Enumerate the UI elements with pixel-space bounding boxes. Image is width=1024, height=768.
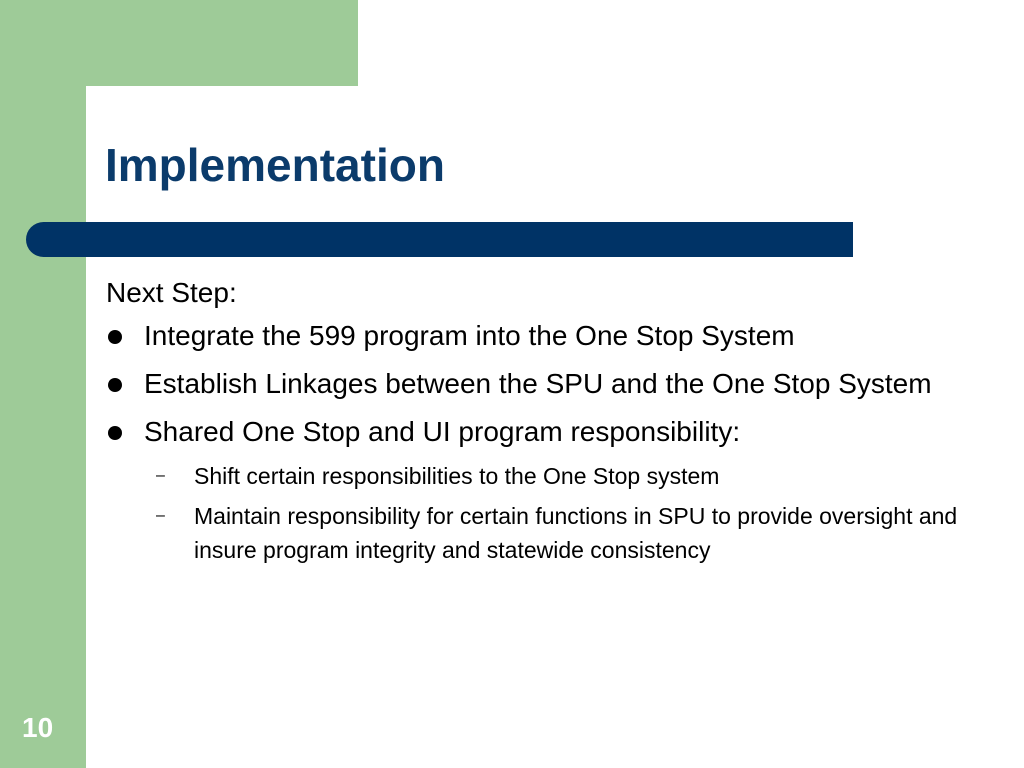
bullet-dot-icon bbox=[108, 378, 122, 392]
sub-bullet-item bbox=[106, 459, 986, 493]
bullet-text: Establish Linkages between the SPU and the One Stop System bbox=[144, 368, 932, 399]
dash-icon: – bbox=[156, 507, 165, 524]
bullet-item bbox=[106, 363, 986, 405]
bullet-dot-icon bbox=[108, 426, 122, 440]
page-number: 10 bbox=[22, 712, 54, 743]
dash-icon: – bbox=[156, 467, 165, 484]
bullet-item bbox=[106, 315, 986, 357]
slide-title: Implementation bbox=[105, 139, 445, 191]
bullet-text: Shared One Stop and UI program responsibility: bbox=[144, 416, 741, 447]
green-side-band bbox=[0, 0, 86, 768]
sub-bullet-text: Shift certain responsibilities to the One Stop system bbox=[194, 463, 720, 489]
intro-text: Next Step: bbox=[106, 277, 237, 308]
bullet-text: Integrate the 599 program into the One Stop System bbox=[144, 320, 795, 351]
sub-bullet-text: Maintain responsibility for certain functions in SPU to provide oversight and insure program integrity and statewide consistency bbox=[194, 503, 958, 563]
bullet-dot-icon bbox=[108, 330, 122, 344]
title-underline-bar bbox=[26, 222, 853, 257]
slide-body bbox=[106, 273, 986, 573]
bullet-item bbox=[106, 411, 986, 453]
sub-bullet-item bbox=[106, 499, 986, 567]
green-top-band bbox=[0, 0, 358, 86]
